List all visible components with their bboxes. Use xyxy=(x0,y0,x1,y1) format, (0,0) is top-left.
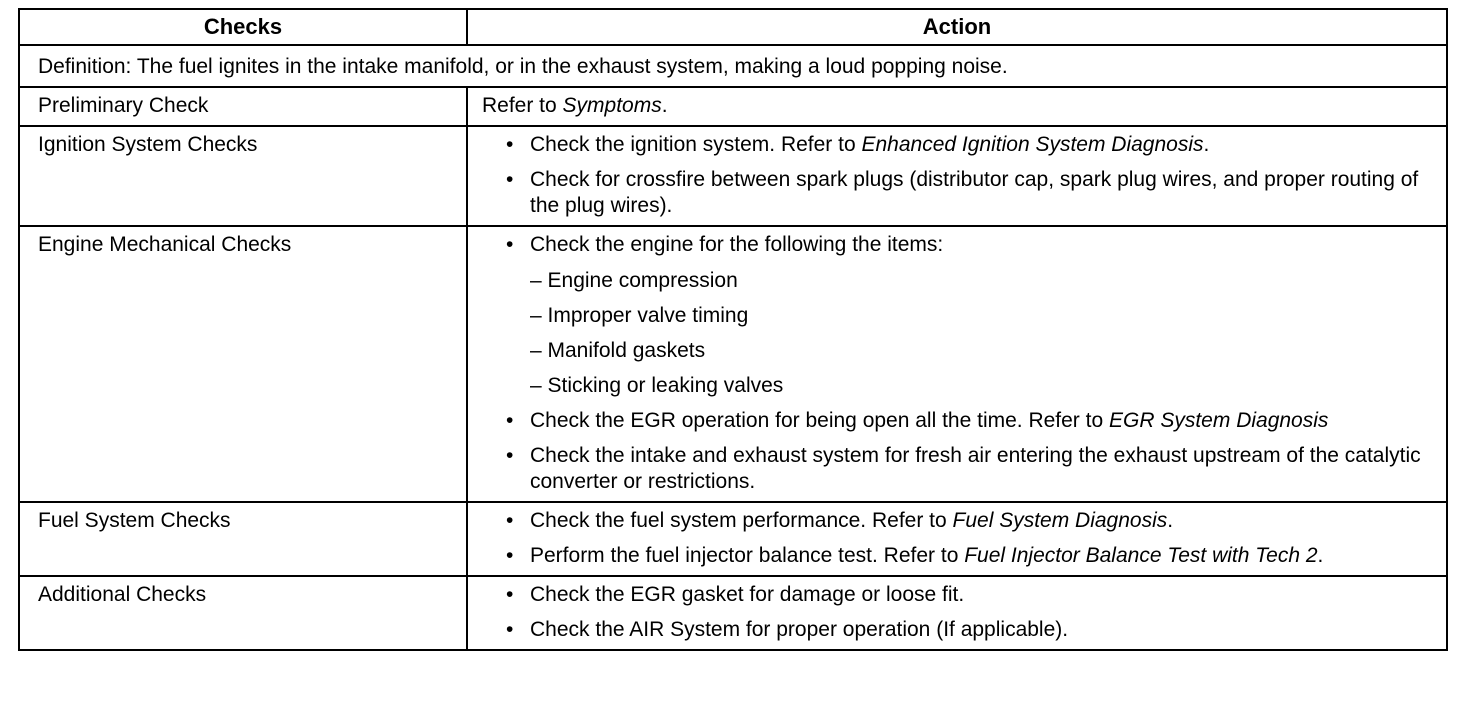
action-text-tail: . xyxy=(661,94,668,117)
action-item xyxy=(484,408,1426,434)
action-text: Check the AIR System for proper operation (If applicable). xyxy=(530,618,1069,641)
bullet-icon: • xyxy=(506,233,514,256)
action-item xyxy=(484,232,1426,399)
action-item xyxy=(484,543,1426,569)
reference-link: EGR System Diagnosis xyxy=(1109,409,1329,432)
action-item xyxy=(484,443,1426,495)
check-name: Engine Mechanical Checks xyxy=(19,226,467,502)
action-item xyxy=(484,508,1426,534)
action-text-tail: . xyxy=(1317,544,1324,567)
sub-item-list xyxy=(530,268,1426,399)
table-row-fuel-system-checks xyxy=(19,502,1447,576)
action-text-tail: . xyxy=(1203,133,1210,156)
checks-column-header: Checks xyxy=(19,9,467,45)
action-text: Check the EGR gasket for damage or loose fit. xyxy=(530,583,965,606)
action-text-tail: . xyxy=(1167,509,1174,532)
bullet-icon: • xyxy=(506,409,514,432)
diagnostic-table-sheet xyxy=(18,8,1446,651)
definition-text: Definition: The fuel ignites in the intake manifold, or in the exhaust system, making a loud popping noise. xyxy=(19,45,1447,87)
reference-link: Fuel System Diagnosis xyxy=(952,509,1168,532)
backfire-diagnosis-table xyxy=(18,8,1448,651)
bullet-icon: • xyxy=(506,583,514,606)
action-text: Refer to xyxy=(482,94,563,117)
bullet-icon: • xyxy=(506,544,514,567)
action-item xyxy=(484,167,1426,219)
action-cell xyxy=(467,87,1447,126)
table-row-engine-mechanical-checks xyxy=(19,226,1447,502)
sub-item: – Manifold gaskets xyxy=(530,339,706,362)
sub-item: – Sticking or leaking valves xyxy=(530,374,784,397)
table-row-ignition-system-checks xyxy=(19,126,1447,226)
action-list xyxy=(484,232,1426,495)
table-header-row xyxy=(19,9,1447,45)
check-name: Ignition System Checks xyxy=(19,126,467,226)
action-text: Check the fuel system performance. Refer to xyxy=(530,509,953,532)
action-item xyxy=(484,582,1426,608)
action-list xyxy=(484,508,1426,569)
sub-item: – Improper valve timing xyxy=(530,304,749,327)
action-item xyxy=(484,132,1426,158)
action-item xyxy=(484,617,1426,643)
action-column-header: Action xyxy=(467,9,1447,45)
bullet-icon: • xyxy=(506,509,514,532)
action-cell xyxy=(467,126,1447,226)
action-list xyxy=(484,132,1426,219)
action-text: Check the intake and exhaust system for fresh air entering the exhaust upstream of the catalytic converter or restrictions. xyxy=(530,444,1421,493)
bullet-icon: • xyxy=(506,168,514,191)
check-name: Preliminary Check xyxy=(19,87,467,126)
definition-row xyxy=(19,45,1447,87)
check-name: Fuel System Checks xyxy=(19,502,467,576)
action-text: Check the ignition system. Refer to xyxy=(530,133,862,156)
bullet-icon: • xyxy=(506,133,514,156)
bullet-icon: • xyxy=(506,444,514,467)
reference-link: Enhanced Ignition System Diagnosis xyxy=(861,133,1204,156)
action-text: Check the engine for the following the items: xyxy=(530,233,944,256)
action-text: Perform the fuel injector balance test. Refer to xyxy=(530,544,965,567)
action-list xyxy=(484,582,1426,643)
check-name: Additional Checks xyxy=(19,576,467,650)
bullet-icon: • xyxy=(506,618,514,641)
action-text: Check for crossfire between spark plugs (distributor cap, spark plug wires, and proper routing of the plug wires). xyxy=(530,168,1419,217)
action-text: Check the EGR operation for being open all the time. Refer to xyxy=(530,409,1109,432)
sub-item: – Engine compression xyxy=(530,269,738,292)
table-row-additional-checks xyxy=(19,576,1447,650)
action-cell xyxy=(467,576,1447,650)
reference-link: Symptoms xyxy=(562,94,662,117)
table-row-preliminary-check xyxy=(19,87,1447,126)
action-cell xyxy=(467,226,1447,502)
reference-link: Fuel Injector Balance Test with Tech 2 xyxy=(964,544,1318,567)
action-cell xyxy=(467,502,1447,576)
